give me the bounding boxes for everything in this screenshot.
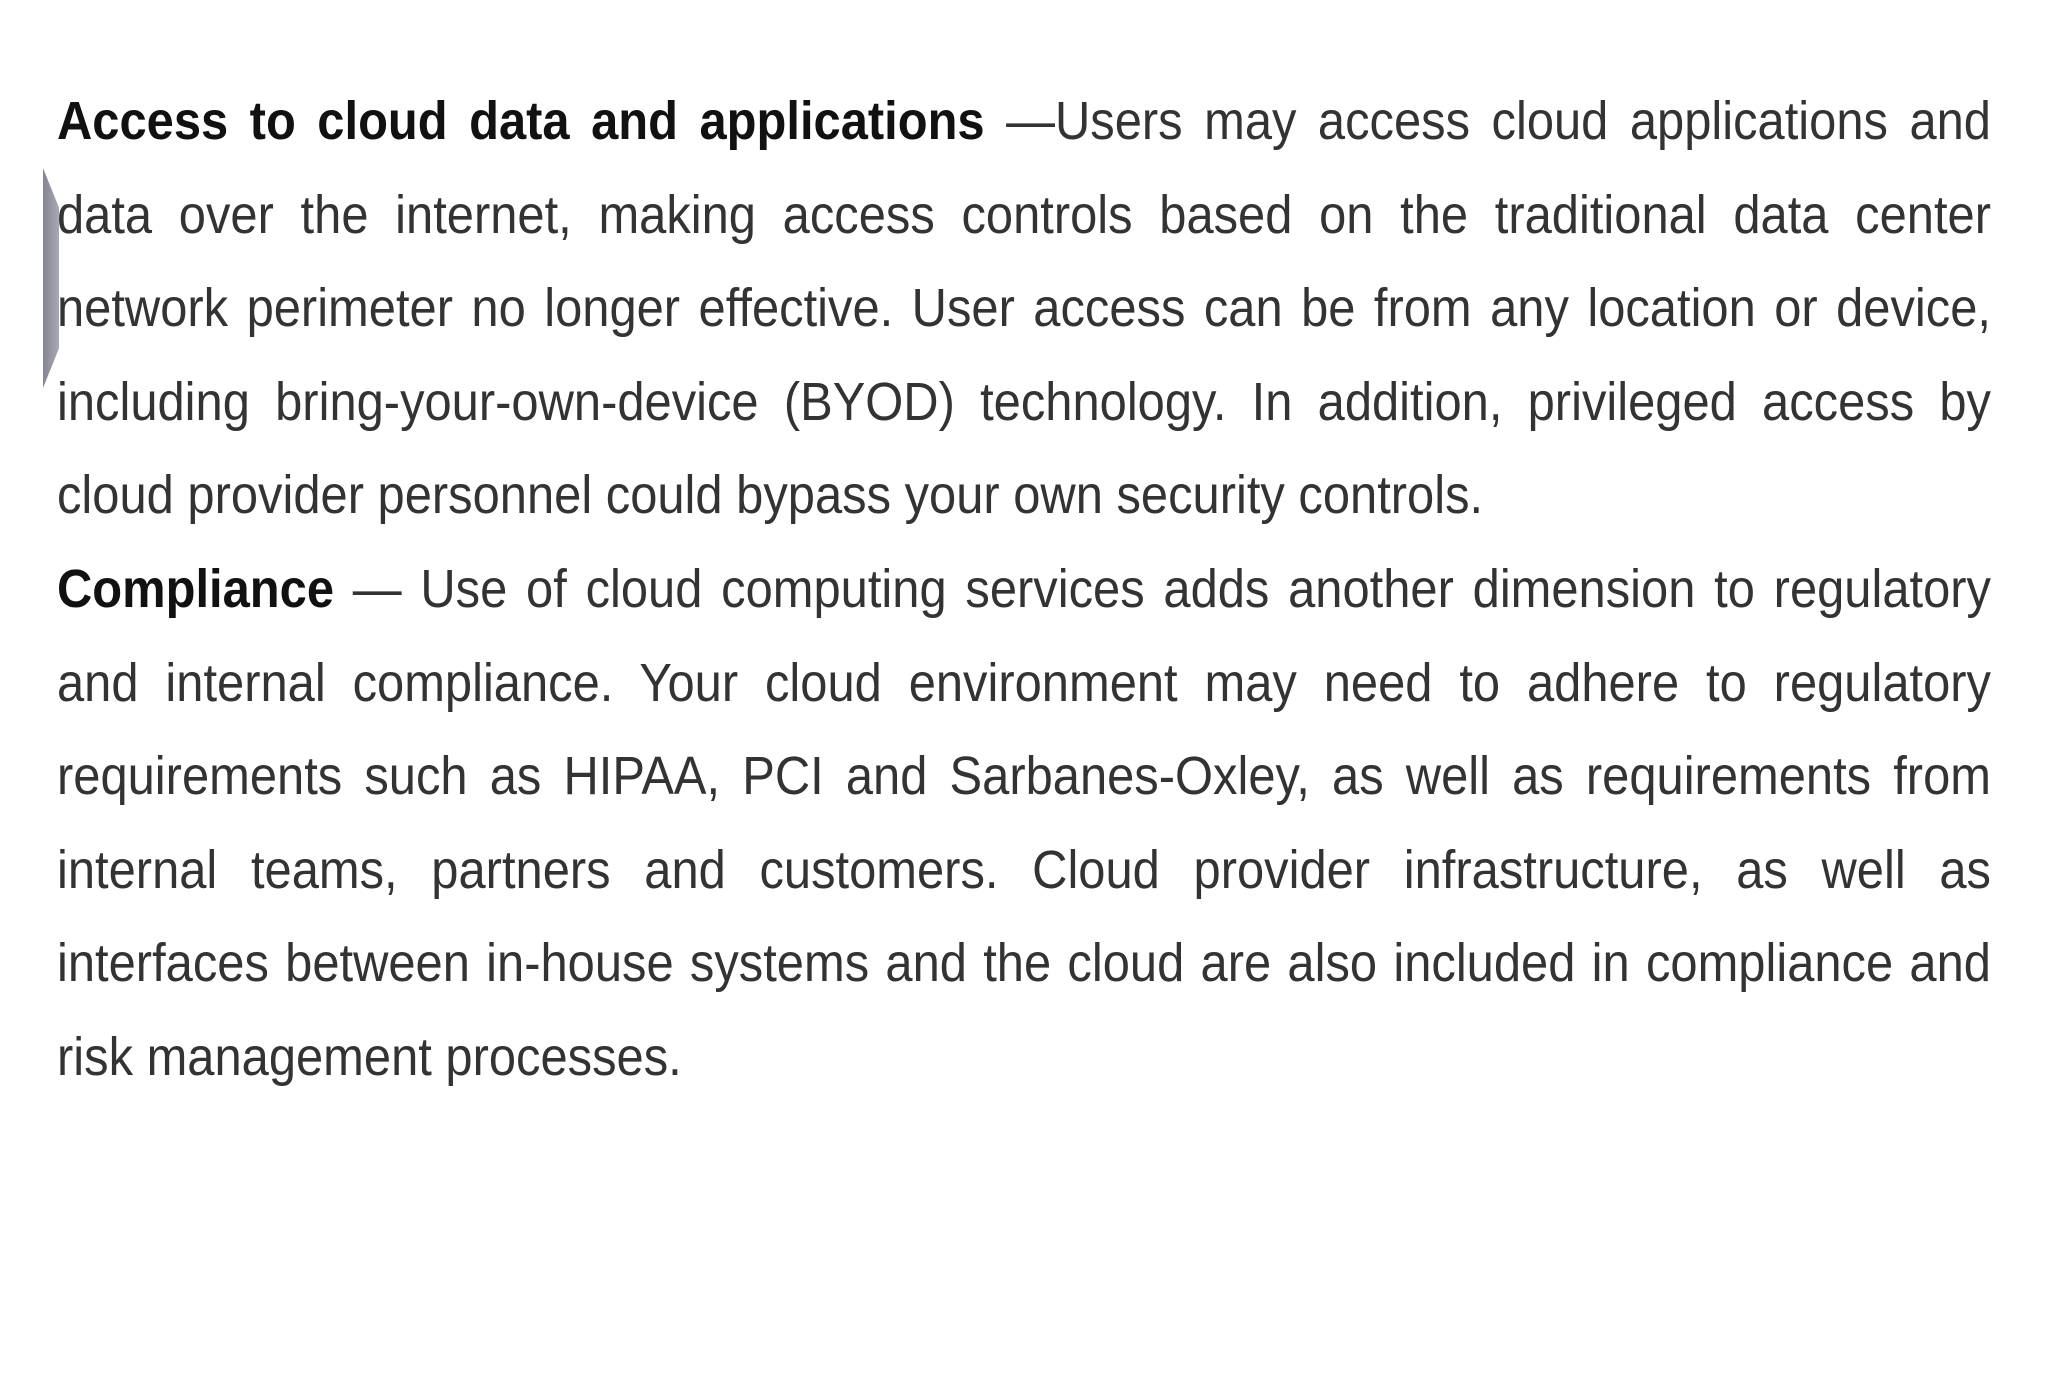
body-compliance: — Use of cloud computing services adds another dimension to regulatory and internal compliance. Your cloud environment may need to adhere to regulatory requirements such as HIPAA, PCI and Sarbanes-Oxley, as well as requirements from internal teams, partners and customers. Cloud provider infrastructure, as well as interfaces between in-house systems and the cloud are also included in compliance and risk management processes. <box>57 558 1991 1087</box>
paragraph-compliance <box>57 543 1991 1105</box>
document-text <box>57 75 1991 1105</box>
term-compliance: Compliance <box>57 558 335 619</box>
body-access: —Users may access cloud applications and data over the internet, making access controls based on the traditional data center network perimeter no longer effective. User access can be from any location or device, including bring-your-own-device (BYOD) technology. In addition, privileged access by cloud provider personnel could bypass your own security controls. <box>57 91 1991 526</box>
term-access: Access to cloud data and applications <box>57 91 985 151</box>
paragraph-access <box>57 75 1991 543</box>
